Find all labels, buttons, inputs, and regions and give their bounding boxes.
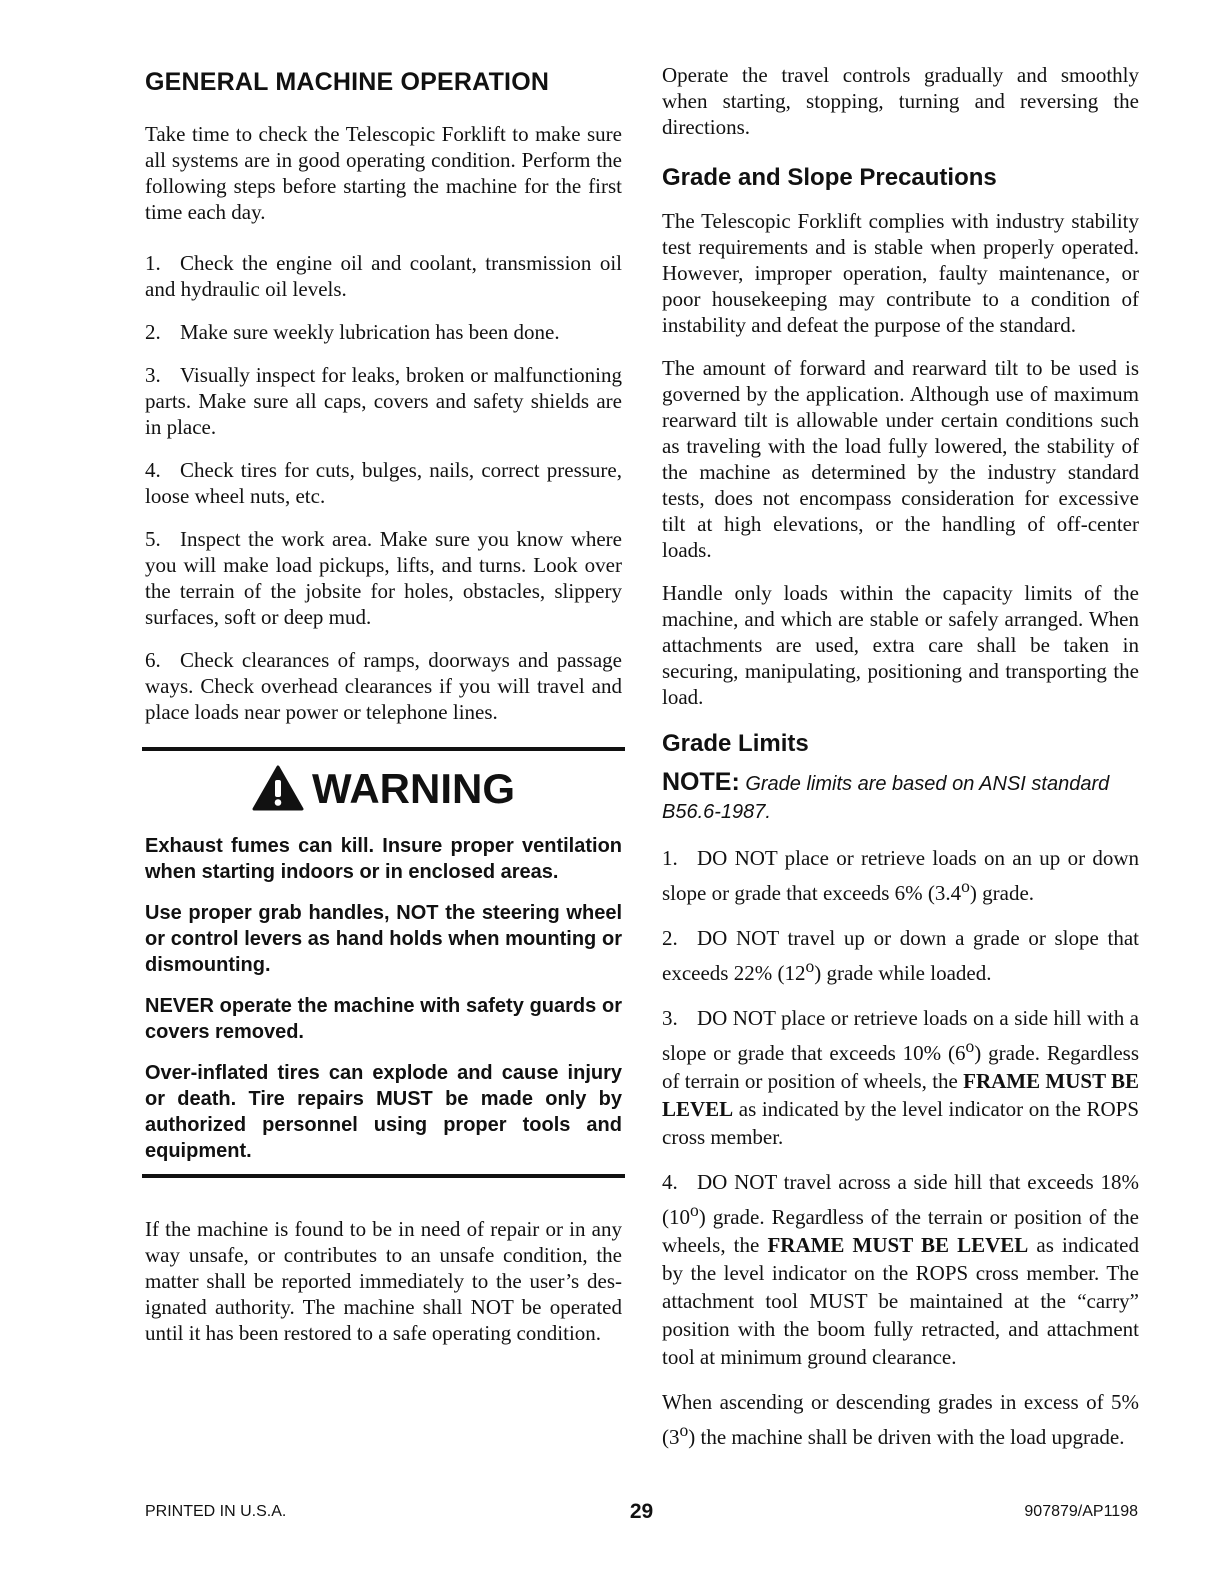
warning-item: NEVER operate the machine with safety guards or covers removed. [145, 995, 622, 1043]
list-item: 4. DO NOT travel across a side hill that exceeds 18% (10$^o$) grade. Regardless of the terrain or position of the wheels, the FRAME MUST BE LEVEL as indicated by the level indicator on the ROPS cross member. The attachment tool MUST be maintained at the “carry” position with the boom fully retracted, and attachment tool at minimum ground clearance. [662, 1170, 1139, 1369]
grade-paragraph: The Telescopic Forklift complies with industry stability test requirements and is stable when properly operated. However, improper operation, faulty maintenance, or poor housekeeping may contribute to a condition of instability and defeat the purpose of the standard. [662, 209, 1139, 337]
warning-heading: WARNING [145, 759, 622, 819]
grade-limits-heading: Grade Limits [662, 730, 809, 757]
warning-box [142, 747, 625, 1178]
travel-paragraph: Operate the travel controls gradually and smoothly when starting, stopping, turning and reversing the directions. [662, 63, 1139, 139]
list-item: 4. Check tires for cuts, bulges, nails, correct pressure, loose wheel nuts, etc. [145, 458, 622, 508]
warning-item: Use proper grab handles, NOT the steering wheel or control levers as hand holds when mounting or dismounting. [145, 902, 622, 976]
final-paragraph: When ascending or descending grades in excess of 5% (3$^o$) the machine shall be driven with the load upgrade. [662, 1390, 1139, 1449]
note: NOTE: Grade limits are based on ANSI standard B56.6-1987. [662, 768, 1110, 823]
list-item: 3. Visually inspect for leaks, broken or malfunctioning parts. Make sure all caps, covers and safety shields are in place. [145, 363, 622, 439]
list-item: 6. Check clearances of ramps, doorways and passage ways. Check overhead clearances if you will travel and place loads near power or telephone lines. [145, 648, 622, 724]
page-footer [145, 1500, 1138, 1524]
section-title: GENERAL MACHINE OPERATION [145, 68, 550, 96]
grade-paragraph: Handle only loads within the capacity limits of the machine, and which are stable or safely arranged. When attachments are used, extra care shall be taken in securing, manipulating, positioning and transporting the load. [662, 581, 1139, 709]
list-item: 2. DO NOT travel up or down a grade or slope that exceeds 22% (12$^o$) grade while loaded. [662, 926, 1139, 985]
intro-paragraph: Take time to check the Telescopic Forklift to make sure all systems are in good operating condition. Perform the following steps before starting the machine for the first time each day. [145, 122, 622, 224]
list-item: 1. DO NOT place or retrieve loads on an up or down slope or grade that exceeds 6% (3.4$^o$) grade. [662, 846, 1139, 905]
warning-item: Exhaust fumes can kill. Insure proper ventilation when starting indoors or in enclosed areas. [145, 835, 622, 883]
list-item: 5. Inspect the work area. Make sure you know where you will make load pickups, lifts, and turns. Look over the terrain of the jobsite for holes, obstacles, slippery surfaces, soft or deep mud. [145, 527, 622, 629]
list-item: 2. Make sure weekly lubrication has been done. [145, 320, 560, 344]
list-item: 1. Check the engine oil and coolant, transmission oil and hydraulic oil levels. [145, 251, 622, 301]
warning-item: Over-inflated tires can explode and cause injury or death. Tire repairs MUST be made only by authorized personnel using proper tools and equipment. [145, 1062, 622, 1162]
page-number: 29 [629, 1500, 654, 1523]
grade-paragraph: The amount of forward and rearward tilt to be used is governed by the application. Although use of maximum rearward tilt is allowable under certain conditions such as traveling with the load fully lowered, the stability of the machine as determined by the industry standard tests, does not encompass consideration for excessive tilt at high elevations, or the handling of off-center loads. [662, 356, 1139, 562]
left-column [145, 62, 622, 1363]
grade-slope-heading: Grade and Slope Precautions [662, 164, 997, 191]
footer-printed: PRINTED IN U.S.A. [145, 1503, 287, 1520]
right-column [662, 62, 1139, 1468]
warning-triangle-icon [252, 765, 304, 811]
closing-paragraph: If the machine is found to be in need of repair or in any way unsafe, or contributes to an unsafe condition, the matter shall be reported immediately to the user’s designated authority. The machine shall NOT be operated until it has been restored to a safe operating condition. [145, 1217, 622, 1345]
list-item: 3. DO NOT place or retrieve loads on a side hill with a slope or grade that exceeds 10% (6$^o$) grade. Regardless of terrain or position of wheels, the FRAME MUST BE LEVEL as indicated by the level indicator on the ROPS cross member. [662, 1006, 1139, 1149]
document-number: 907879/AP1198 [1024, 1503, 1138, 1520]
